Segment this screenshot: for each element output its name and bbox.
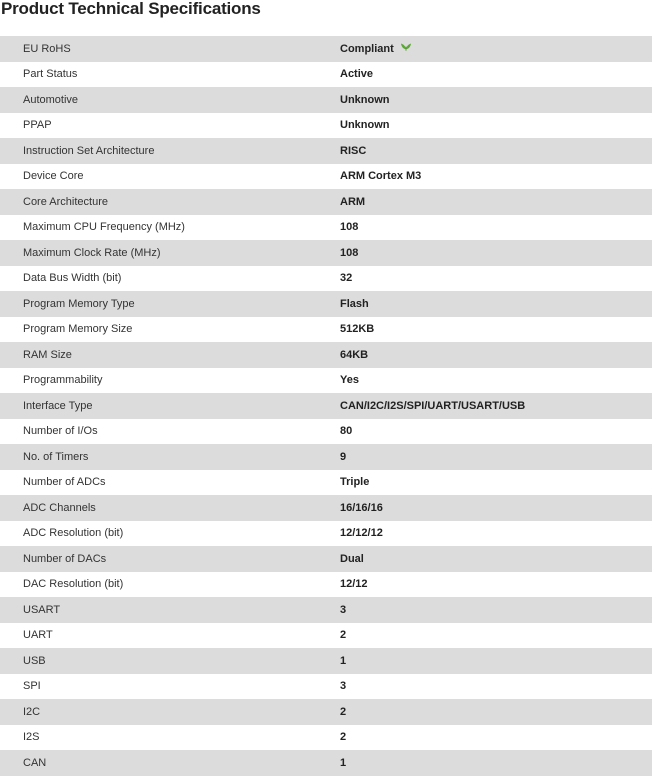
spec-label: Number of ADCs: [23, 476, 106, 489]
spec-label: Automotive: [23, 93, 79, 106]
spec-table: [0, 36, 652, 776]
spec-value-text: 16/16/16: [340, 501, 383, 514]
spec-value-text: 108: [340, 221, 359, 234]
spec-value: [340, 546, 652, 572]
table-row: [0, 317, 652, 343]
table-row: [0, 215, 652, 241]
table-row: [0, 62, 652, 88]
spec-label: EU RoHS: [23, 42, 71, 55]
spec-value-text: Flash: [340, 297, 369, 310]
spec-value: [340, 648, 652, 674]
spec-value: [340, 164, 652, 190]
spec-value-text: 12/12: [340, 578, 368, 591]
spec-value: [340, 317, 652, 343]
spec-value-text: 64KB: [340, 348, 369, 361]
spec-value: [340, 215, 652, 241]
table-row: [0, 725, 652, 751]
spec-value: [340, 597, 652, 623]
spec-value: [340, 699, 652, 725]
spec-value-text: 108: [340, 246, 359, 259]
spec-table-body: [0, 36, 652, 776]
spec-label: I2S: [23, 731, 40, 744]
spec-value: [340, 419, 652, 445]
spec-label: RAM Size: [23, 348, 72, 361]
spec-value: [340, 36, 652, 62]
spec-value-text: 1: [340, 756, 347, 769]
spec-label: DAC Resolution (bit): [23, 578, 124, 591]
spec-value: [340, 113, 652, 139]
spec-label: Core Architecture: [23, 195, 108, 208]
spec-value: [340, 750, 652, 776]
spec-value: [340, 521, 652, 547]
table-row: [0, 674, 652, 700]
spec-value: [340, 62, 652, 88]
spec-label: Programmability: [23, 374, 103, 387]
spec-label: Program Memory Type: [23, 297, 135, 310]
page-title: Product Technical Specifications: [1, 0, 261, 18]
table-row: [0, 266, 652, 292]
spec-value: [340, 87, 652, 113]
spec-value-text: ARM: [340, 195, 366, 208]
spec-value: [340, 725, 652, 751]
spec-label: Number of I/Os: [23, 425, 98, 438]
spec-value: [340, 291, 652, 317]
spec-label: UART: [23, 629, 53, 642]
table-row: [0, 648, 652, 674]
table-row: [0, 291, 652, 317]
table-row: [0, 113, 652, 139]
table-row: [0, 240, 652, 266]
spec-value: [340, 240, 652, 266]
spec-value: [340, 138, 652, 164]
table-row: [0, 189, 652, 215]
spec-label: Maximum Clock Rate (MHz): [23, 246, 161, 259]
spec-value-text: RISC: [340, 144, 367, 157]
spec-label: PPAP: [23, 119, 52, 132]
spec-value-text: 2: [340, 731, 347, 744]
spec-value-text: Dual: [340, 552, 364, 565]
table-row: [0, 750, 652, 776]
table-row: [0, 572, 652, 598]
spec-value: [340, 393, 652, 419]
spec-value-text: ARM Cortex M3: [340, 170, 422, 183]
spec-value: [340, 189, 652, 215]
spec-value: [340, 342, 652, 368]
spec-label: CAN: [23, 756, 47, 769]
spec-value: [340, 495, 652, 521]
spec-value: [340, 266, 652, 292]
spec-value-text: 2: [340, 705, 347, 718]
spec-value-text: 2: [340, 629, 347, 642]
spec-value: [340, 368, 652, 394]
spec-label: USART: [23, 603, 61, 616]
leaf-icon: [400, 42, 412, 51]
spec-value-text: 32: [340, 272, 353, 285]
table-row: [0, 470, 652, 496]
table-row: [0, 699, 652, 725]
table-row: [0, 419, 652, 445]
spec-value-text: 1: [340, 654, 347, 667]
spec-value: [340, 572, 652, 598]
table-row: [0, 138, 652, 164]
spec-label: Maximum CPU Frequency (MHz): [23, 221, 185, 234]
spec-value-text: Unknown: [340, 119, 390, 132]
spec-label: No. of Timers: [23, 450, 89, 463]
spec-label: Instruction Set Architecture: [23, 144, 155, 157]
spec-label: Interface Type: [23, 399, 93, 412]
table-row: [0, 495, 652, 521]
spec-label: Program Memory Size: [23, 323, 133, 336]
spec-value-text: 3: [340, 603, 347, 616]
spec-label: SPI: [23, 680, 41, 693]
spec-value: [340, 623, 652, 649]
table-row: [0, 342, 652, 368]
spec-label: ADC Resolution (bit): [23, 527, 124, 540]
table-row: [0, 393, 652, 419]
spec-label: USB: [23, 654, 46, 667]
spec-value-text: 12/12/12: [340, 527, 383, 540]
spec-value-text: Yes: [340, 374, 359, 387]
spec-label: I2C: [23, 705, 41, 718]
table-row: [0, 164, 652, 190]
spec-value: [340, 470, 652, 496]
spec-label: Part Status: [23, 68, 78, 81]
table-row: [0, 368, 652, 394]
spec-value-text: Unknown: [340, 93, 390, 106]
spec-label: Data Bus Width (bit): [23, 272, 122, 285]
spec-value-text: 3: [340, 680, 347, 693]
table-row: [0, 597, 652, 623]
spec-value-text: CAN/I2C/I2S/SPI/UART/USART/USB: [340, 399, 526, 412]
spec-label: Device Core: [23, 170, 84, 183]
spec-label: Number of DACs: [23, 552, 107, 565]
spec-value: [340, 444, 652, 470]
spec-value-text: 9: [340, 450, 347, 463]
spec-value-text: Triple: [340, 476, 370, 489]
spec-value: [340, 674, 652, 700]
table-row: [0, 87, 652, 113]
table-row: [0, 36, 652, 62]
spec-value-text: Compliant: [340, 42, 394, 55]
spec-value-text: 512KB: [340, 323, 375, 336]
spec-value-text: Active: [340, 68, 374, 81]
table-row: [0, 623, 652, 649]
table-row: [0, 521, 652, 547]
table-row: [0, 546, 652, 572]
spec-label: ADC Channels: [23, 501, 96, 514]
table-row: [0, 444, 652, 470]
spec-value-text: 80: [340, 425, 353, 438]
